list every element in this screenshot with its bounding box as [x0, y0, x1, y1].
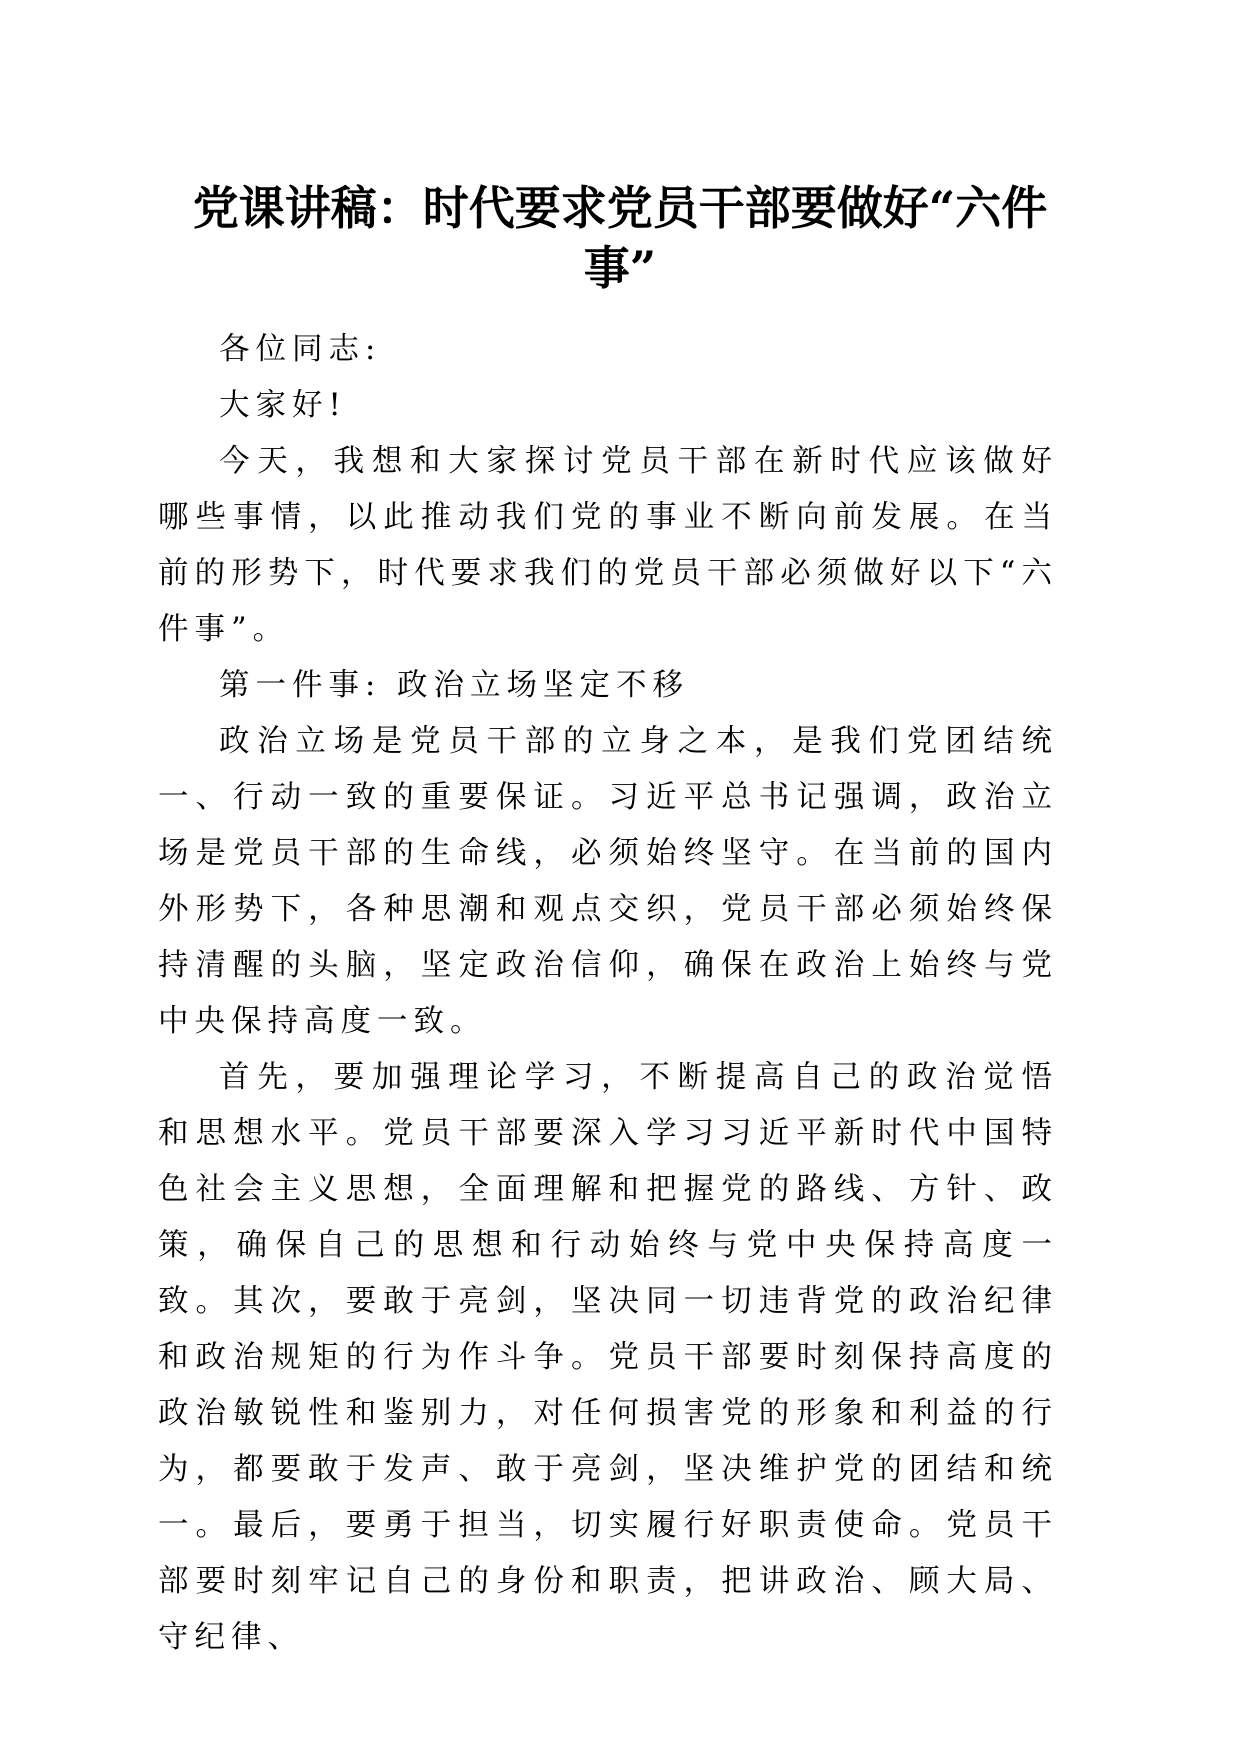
paragraph-intro: 今天，我想和大家探讨党员干部在新时代应该做好哪些事情，以此推动我们党的事业不断向前发展。在当前的形势下，时代要求我们的党员干部必须做好以下“六件事”。	[158, 444, 1058, 647]
document-title: 党课讲稿：时代要求党员干部要做好“六件事”	[192, 181, 1048, 295]
section-heading-first: 第一件事: 政治立场坚定不移	[219, 668, 689, 703]
paragraph-greeting: 各位同志:	[219, 332, 382, 367]
paragraph-measures: 首先，要加强理论学习，不断提高自己的政治觉悟和思想水平。党员干部要深入学习习近平新时代中国特色社会主义思想，全面理解和把握党的路线、方针、政策，确保自己的思想和行动始终与党中央保持高度一致。其次，要敢于亮剑，坚决同一切违背党的政治纪律和政治规矩的行为作斗争。党员干部要时刻保持高度的政治敏锐性和鉴别力，对任何损害党的形象和利益的行为，都要敢于发声、敢于亮剑，坚决维护党的团结和统一。最后，要勇于担当，切实履行好职责使命。党员干部要时刻牢记自己的身份和职责，把讲政治、顾大局、守纪律、	[158, 1060, 1058, 1655]
paragraph-political-stance: 政治立场是党员干部的立身之本，是我们党团结统一、行动一致的重要保证。习近平总书记强调，政治立场是党员干部的生命线，必须始终坚守。在当前的国内外形势下，各种思潮和观点交织，党员干部必须始终保持清醒的头脑，坚定政治信仰，确保在政治上始终与党中央保持高度一致。	[158, 724, 1058, 1039]
document-body	[158, 322, 1058, 1666]
paragraph-hello: 大家好!	[219, 388, 347, 423]
